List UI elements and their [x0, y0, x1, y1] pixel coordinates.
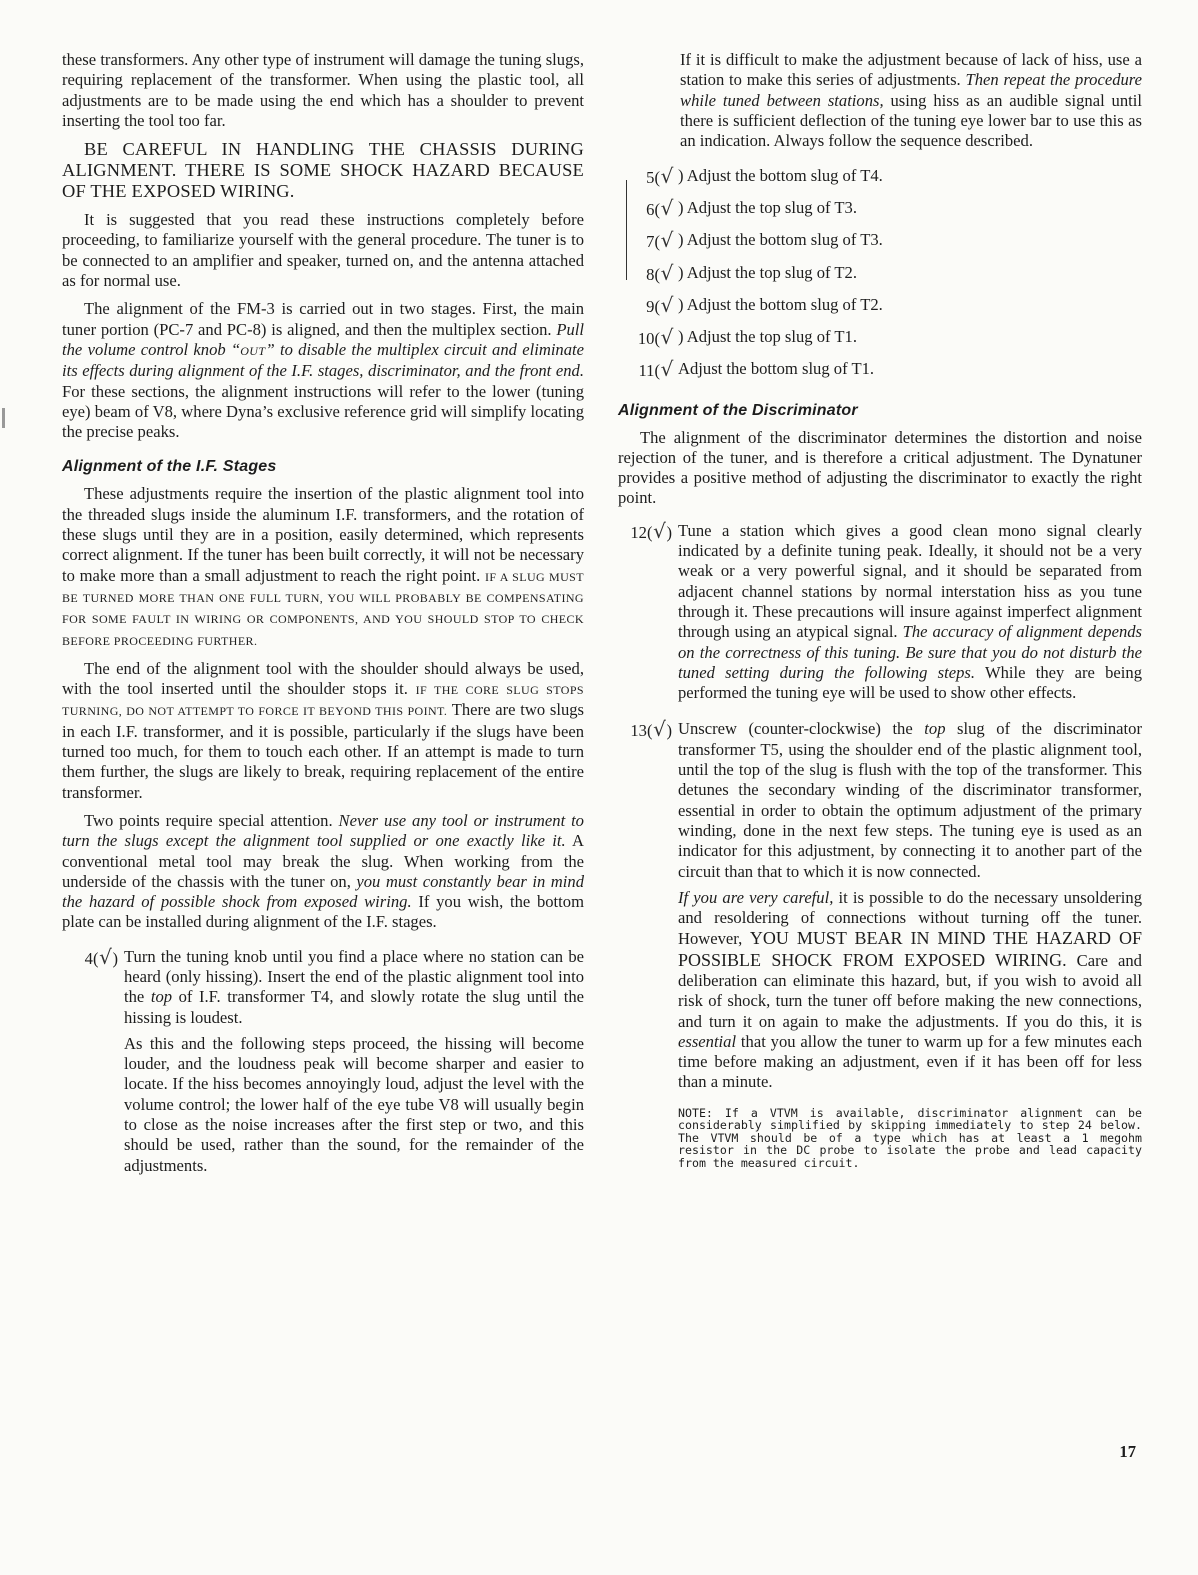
paragraph-special-attention: Two points require special attention. Never use any tool or instrument to turn the slugs except the alignment tool supplied or one exactly like it. A conventional metal tool may break the slug. When working from the underside of the chassis with the tuner on, you must constantly bear in mind the hazard of possible shock from exposed wiring. If you wish, the bottom plate can be installed during alignment of the I.F. stages. [62, 810, 585, 932]
step-4-number: 4(√) [84, 944, 118, 969]
step-13-number: 13(√) [630, 717, 672, 742]
step-12-body [678, 521, 1142, 710]
checkmark-icon: √ [99, 944, 112, 969]
step-7: 7(√ ) Adjust the bottom slug of T3. [646, 228, 883, 253]
checkmark-icon: √ [660, 163, 674, 188]
margin-mark [2, 408, 5, 428]
step-13 [618, 719, 1142, 1175]
shock-caution: BE CAREFUL IN HANDLING THE CHASSIS DURING ALIGNMENT. THERE IS SOME SHOCK HAZARD BECAUSE OF THE EXPOSED WIRING. [62, 139, 584, 202]
heading-discriminator: Alignment of the Discriminator [618, 401, 858, 419]
checkmark-icon: √ [660, 228, 674, 253]
vtvm-note: NOTE: If a VTVM is available, discriminator alignment can be considerably simplified by skipping immediately to step 24 below. The VTVM should be of a type which has at least a 1 megohm resistor in the DC probe to isolate the probe and lead capacity from the measured circuit. [678, 1105, 1142, 1170]
if-steps-list [618, 159, 1142, 385]
handwritten-bracket [626, 180, 637, 280]
step-4-text: Turn the tuning knob until you find a place where no station can be heard (only hissing). Insert the end of the plastic alignment tool into the top of I.F. transformer T4, and slowly rotate the slug until the hissing is loudest. [124, 946, 584, 1027]
step-12-text: Tune a station which gives a good clean mono signal clearly indicated by a definite tuning peak. Ideally, it should not be a very weak or a very powerful signal, and it should be separated from adjacent channel stations by normal interstation hiss as you tune through it. These precautions will insure against imperfect alignment through using an atypical signal. The accuracy of alignment depends on the correctness of this tuning. Be sure that you do not disturb the tuned setting during the following steps. While they are being performed the tuning eye will be used to show other effects. [678, 520, 1142, 703]
step-13-text: Unscrew (counter-clockwise) the top slug of the discriminator transformer T5, using the shoulder end of the plastic alignment tool, until the top of the slug is flush with the top of the transformer. This detunes the secondary winding of the discriminator transformer, essential in order to obtain the optimum adjustment of the primary winding, done in the next few steps. The tuning eye is used as an indicator for this adjustment, by connecting it to another part of the circuit than that to which it is now connected. [678, 719, 1142, 881]
step-4 [62, 944, 584, 1182]
checkmark-icon: √ [660, 357, 674, 382]
step-5: 5(√ ) Adjust the bottom slug of T4. [646, 163, 883, 188]
heading-if-stages: Alignment of the I.F. Stages [62, 458, 277, 476]
core-slug-warning: IF THE CORE SLUG STOPS TURNING, DO NOT ATTEMPT TO FORCE IT BEYOND THIS POINT. [62, 683, 584, 719]
step-4-followup: As this and the following steps proceed, the hissing will become louder, and the loudness peak will become sharper and easier to locate. If the hiss becomes annoyingly loud, adjust the level with the volume control; the lower half of the eye tube V8 will usually begin to close as the noise increases after the first step or two, and this should be used, rather than the sound, for the remainder of the adjustments. [124, 1033, 584, 1175]
page-number: 17 [1119, 1442, 1136, 1461]
paragraph-two-stages: The alignment of the FM-3 is carried out in two stages. First, the main tuner portion (PC-7 and PC-8) is aligned, and then the multiplex section. Pull the volume control knob “OUT” to disable the multiplex circuit and eliminate its effects during alignment of the I.F. stages, discriminator, and the front end. For these sections, the alignment instructions will refer to the lower (tuning eye) beam of V8, where Dyna’s exclusive reference grid will simplify locating the precise peaks. [62, 299, 584, 442]
step-12-number: 12(√) [630, 518, 672, 543]
shock-hazard-caps: YOU MUST BEAR IN MIND THE HAZARD OF POSSIBLE SHOCK FROM EXPOSED WIRING. [678, 928, 1142, 970]
paragraph-if-adjustments: These adjustments require the insertion of the plastic alignment tool into the threaded slugs inside the aluminum I.F. transformers, and the rotation of these slugs until they are in a position, easily determined, which represents correct alignment. If the tuner has been built correctly, it will not be necessary to make more than a small adjustment to reach the right point. IF A SLUG MUST BE TURNED MORE THAN ONE FULL TURN, YOU WILL PROBABLY BE COMPENSATING FOR SOME FAULT IN WIRING OR COMPONENTS, AND YOU SHOULD STOP TO CHECK BEFORE PROCEEDING FURTHER. [62, 484, 584, 648]
step-13-shock-paragraph: If you are very careful, it is possible to do the necessary unsoldering and resoldering of connections without turning off the tuner. However, YOU MUST BEAR IN MIND THE HAZARD OF POSSIBLE SHOCK FROM EXPOSED WIRING. Care and deliberation can eliminate this hazard, but, if you wish to avoid all risk of shock, turn the tuner off before making the new connections, and turn it on again to make the adjustments. If you do this, it is essential that you allow the tuner to warm up for a few minutes each time before making an adjustment, even if it has been off for less than a minute. [678, 887, 1142, 1092]
step-10: 10(√ ) Adjust the top slug of T1. [637, 325, 857, 350]
checkmark-icon: √ [653, 717, 666, 742]
right-column [618, 50, 1142, 1183]
step-9: 9(√ ) Adjust the bottom slug of T2. [646, 292, 883, 317]
checkmark-icon: √ [660, 325, 674, 350]
paragraph-discriminator: The alignment of the discriminator determines the distortion and noise rejection of the tuner, and is therefore a critical adjustment. The Dynatuner provides a positive method of adjusting the discriminator to exactly the right point. [618, 427, 1142, 508]
left-column [62, 50, 584, 1190]
paragraph-read-first: It is suggested that you read these instructions completely before proceeding, to familiarize yourself with the general procedure. The tuner is to be connected to an amplifier and speaker, turned on, and the antenna attached as for normal use. [62, 210, 584, 291]
step-12 [618, 518, 1142, 710]
step-6: 6(√ ) Adjust the top slug of T3. [646, 195, 857, 220]
slug-warning: IF A SLUG MUST BE TURNED MORE THAN ONE FULL TURN, YOU WILL PROBABLY BE COMPENSATING FOR SOME FAULT IN WIRING OR COMPONENTS, AND YOU SHOULD STOP TO CHECK BEFORE PROCEEDING FURTHER. [62, 569, 584, 648]
paragraph-lack-of-hiss: If it is difficult to make the adjustment because of lack of hiss, use a station to make this series of adjustments. Then repeat the procedure while tuned between stations, using hiss as an audible signal until there is sufficient deflection of the tuning eye lower bar to use this as an indication. Always follow the sequence described. [680, 50, 1142, 151]
paragraph-shoulder: The end of the alignment tool with the shoulder should always be used, with the tool inserted until the shoulder stops it. IF THE CORE SLUG STOPS TURNING, DO NOT ATTEMPT TO FORCE IT BEYOND THIS POINT. There are two slugs in each I.F. transformer, and it is possible, particularly if the slugs have been turned too much, for them to touch each other. If an attempt is made to turn them further, the slugs are likely to break, requiring replacement of the entire transformer. [62, 658, 584, 802]
checkmark-icon: √ [653, 518, 666, 543]
step-11: 11(√ Adjust the bottom slug of T1. [638, 357, 875, 382]
checkmark-icon: √ [660, 195, 674, 220]
checkmark-icon: √ [660, 260, 674, 285]
checkmark-icon: √ [660, 292, 674, 317]
step-8: 8(√ ) Adjust the top slug of T2. [646, 260, 857, 285]
step-4-body [124, 947, 584, 1182]
hiss-paragraph-wrap [618, 50, 1142, 151]
step-13-body [678, 719, 1142, 1175]
paragraph-transformers: these transformers. Any other type of instrument will damage the tuning slugs, requiring replacement of the transformer. When using the plastic tool, all adjustments are to be made using the end which has a shoulder to prevent inserting the tool too far. [62, 50, 584, 130]
out-smallcaps: OUT [240, 343, 266, 358]
